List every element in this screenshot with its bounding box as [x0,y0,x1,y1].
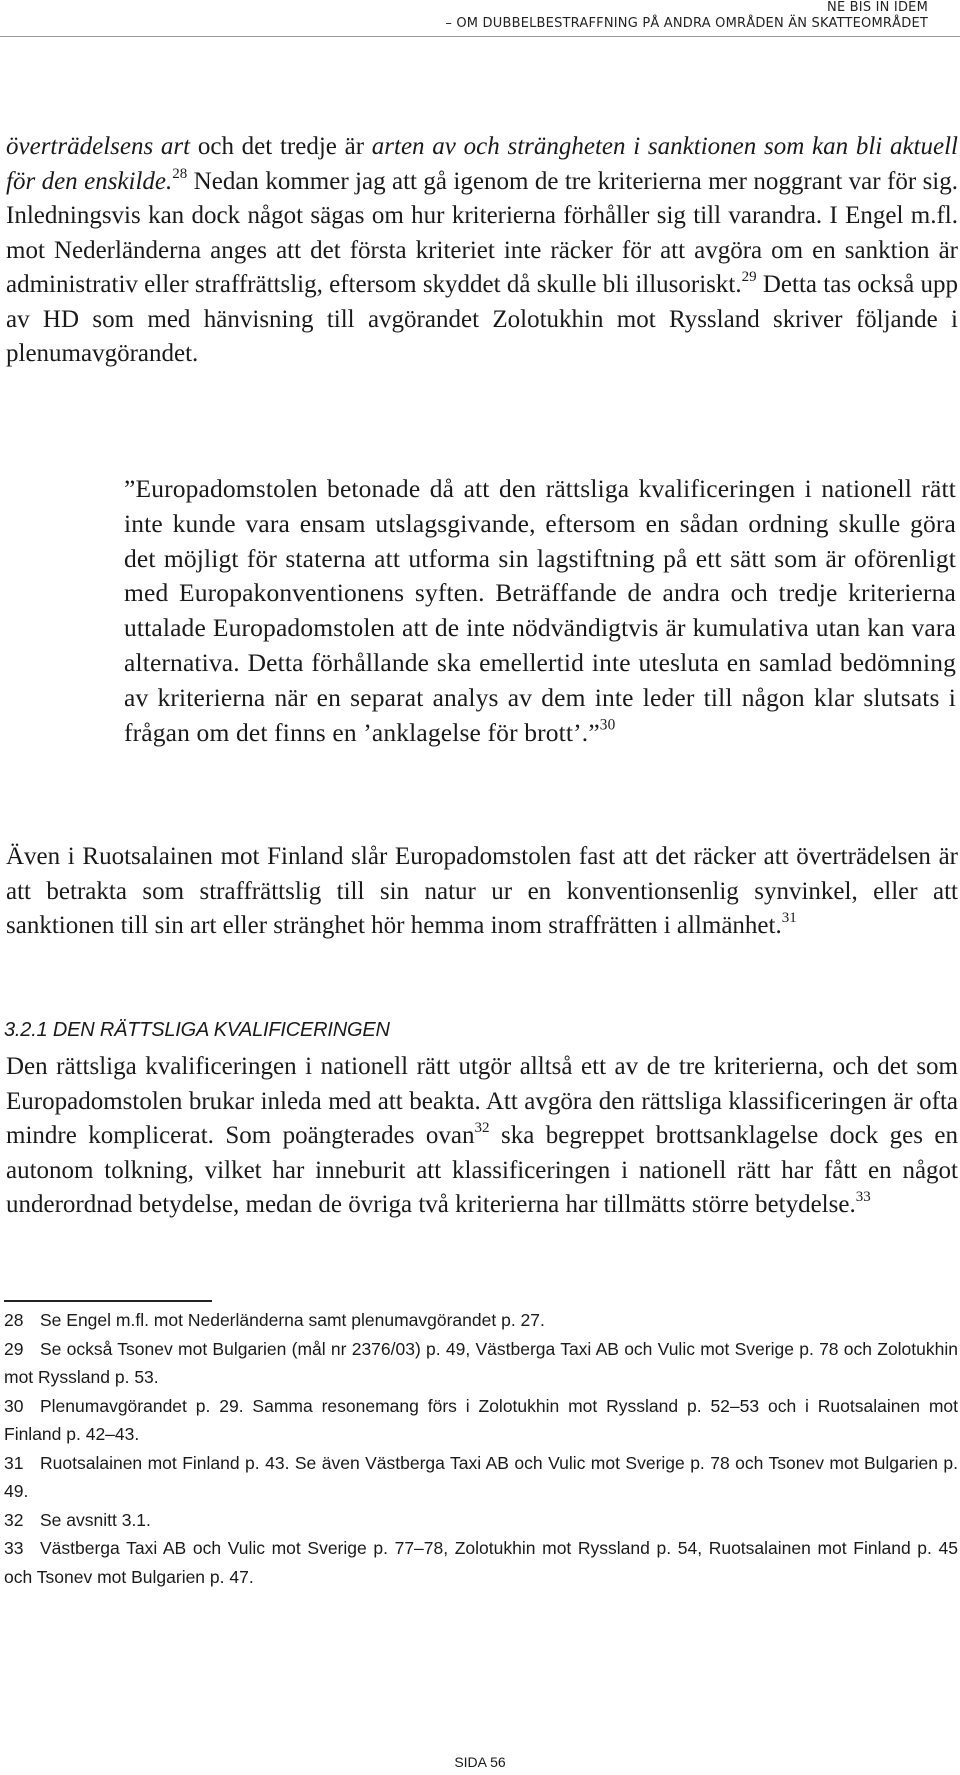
section-heading: 3.2.1 DEN RÄTTSLIGA KVALIFICERINGEN [4,1019,390,1041]
footnote [4,1392,958,1449]
footnote-number: 30 [4,1395,24,1416]
paragraph-text: Detta tas också upp av HD som med hänvisning till avgörandet Zolotukhin mot Ryssland skriver följande i plenumavgörandet. [6,271,958,367]
paragraph-text: och det tredje är [190,133,372,160]
running-header [445,0,928,32]
paragraph-text: Den rättsliga kvalificeringen i nationell rätt utgör alltså ett av de tre kriterierna, och det som Europadomstolen brukar inleda med att beakta. Att avgöra den rättsliga klassificeringen är ofta mindre komplicerat. Som poängterades ovan [6,1053,958,1149]
footnote [4,1306,958,1335]
block-quote [124,472,956,750]
footnote-ref[interactable]: 28 [172,165,188,182]
footnote [4,1534,958,1591]
footnote [4,1335,958,1392]
footnote-number: 29 [4,1338,24,1359]
running-header-subtitle: – OM DUBBELBESTRAFFNING PÅ ANDRA OMRÅDEN ÄN SKATTEOMRÅDET [445,16,928,31]
paragraph-text: ska begreppet brottsanklagelse dock ges en autonom tolkning, vilket har inneburit att klassificeringen i nationell rätt har fått en något underordnad betydelse, medan de övriga två kriterierna har tillmätts större betydelse. [6,1122,958,1218]
footnote-ref[interactable]: 31 [781,909,797,926]
quote-text: ”Europadomstolen betonade då att den rättsliga kvalificeringen i nationell rätt inte kunde vara ensam utslagsgivande, eftersom en sådan ordning skulle göra det möjligt för staterna att utforma sin lagstiftning på ett sätt som är oförenligt med Europakonventionens syften. Beträffande de andra och tredje kriterierna uttalade Europadomstolen att de inte nödvändigtvis är kumulativa utan kan vara alternativa. Detta förhållande ska emellertid inte utesluta en samlad bedömning av kriterierna när en separat analys av dem inte leder till någon klar slutsats i frågan om det finns en ’anklagelse för brott’.” [124,474,956,747]
paragraph-legal-qualification [6,1050,958,1223]
header-divider [0,36,960,37]
footnotes [4,1306,958,1591]
footnote-text: Se Engel m.fl. mot Nederländerna samt plenumavgörandet p. 27. [40,1310,545,1330]
footnote [4,1449,958,1506]
footnote-number: 32 [4,1509,24,1530]
page-number: SIDA 56 [454,1754,506,1770]
paragraph-text: Även i Ruotsalainen mot Finland slår Europadomstolen fast att det räcker att överträdelsen är att betrakta som straffrättslig till sin natur ur en konventionsenlig synvinkel, eller att sanktionen till sin art eller stränghet hör hemma inom straffrätten i allmänhet. [6,843,958,939]
italic-phrase: arten av och strängheten i sanktionen som kan bli aktuell för den enskilde. [6,133,958,195]
footnote-number: 28 [4,1310,24,1330]
italic-phrase: överträdelsens art [6,133,191,160]
footnote-ref[interactable]: 30 [599,716,616,734]
footnote-ref[interactable]: 32 [474,1119,490,1136]
footnote-ref[interactable]: 29 [741,268,757,285]
paragraph-criteria [6,130,958,372]
footnote-text: Västberga Taxi AB och Vulic mot Sverige p. 77–78, Zolotukhin mot Ryssland p. 54, Ruotsalainen mot Finland p. 45 och Tsonev mot Bulgarien p. 47. [4,1538,958,1587]
footnote-text: Ruotsalainen mot Finland p. 43. Se även Västberga Taxi AB och Vulic mot Sverige p. 78 och Tsonev mot Bulgarien p. 49. [4,1452,958,1501]
paragraph-ruotsalainen [6,840,958,944]
footnote [4,1506,958,1535]
running-header-title: NE BIS IN IDEM [827,0,928,15]
footnote-ref[interactable]: 33 [855,1188,871,1205]
footnote-text: Se också Tsonev mot Bulgarien (mål nr 2376/03) p. 49, Västberga Taxi AB och Vulic mot Sverige p. 78 och Zolotukhin mot Ryssland p. 53. [4,1338,958,1387]
footnote-number: 33 [4,1538,24,1558]
footnote-text: Se avsnitt 3.1. [40,1509,151,1530]
footnote-text: Plenumavgörandet p. 29. Samma resonemang förs i Zolotukhin mot Ryssland p. 52–53 och i Ruotsalainen mot Finland p. 42–43. [4,1395,958,1444]
footnote-divider [4,1300,212,1302]
footnote-number: 31 [4,1452,24,1473]
paragraph-text: Nedan kommer jag att gå igenom de tre kriterierna mer noggrant var för sig. Inledningsvis kan dock något sägas om hur kriterierna förhåller sig till varandra. I Engel m.fl. mot Nederländerna anges att det första kriteriet inte räcker för att avgöra om en sanktion är administrativ eller straffrättslig, eftersom skyddet då skulle bli illusoriskt. [6,167,958,298]
